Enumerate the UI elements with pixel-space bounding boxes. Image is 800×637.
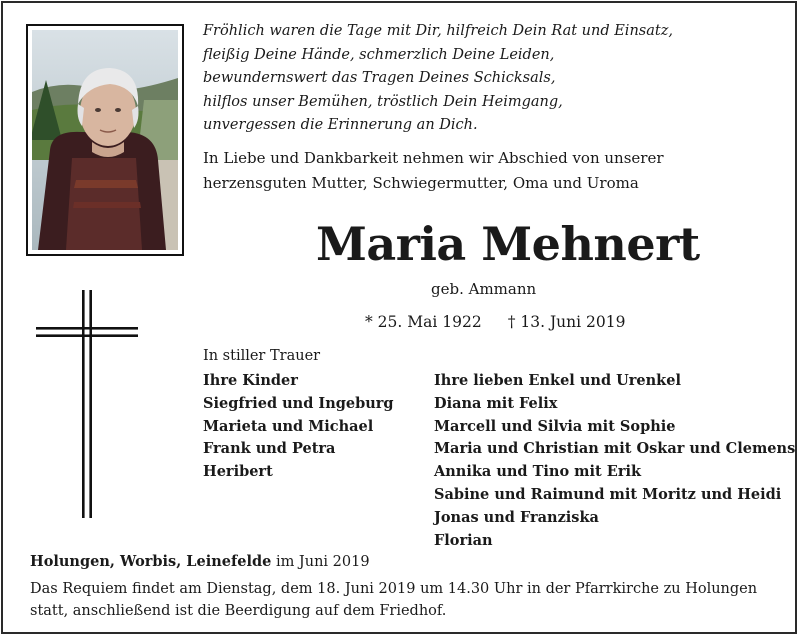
- place-towns: Holungen, Worbis, Leinefelde: [30, 553, 272, 570]
- mourner-line: Heribert: [203, 463, 273, 481]
- cross-icon: [36, 290, 138, 518]
- poem-line: bewundernswert das Tragen Deines Schicksals,: [203, 70, 556, 87]
- life-dates: [365, 313, 625, 331]
- death-date: † 13. Juni 2019: [507, 313, 626, 331]
- mourner-line: Ihre lieben Enkel und Urenkel: [434, 372, 681, 389]
- poem-line: unvergessen die Erinnerung an Dich.: [203, 117, 478, 134]
- mourners-grandchildren: [434, 370, 795, 552]
- requiem-line: Das Requiem findet am Dienstag, dem 18. Juni 2019 um 14.30 Uhr in der Pfarrkirche zu Holungen: [30, 581, 758, 597]
- portrait-photo: [32, 30, 178, 250]
- place-month: im Juni 2019: [275, 554, 370, 570]
- mourner-line: Siegfried und Ingeburg: [203, 394, 394, 412]
- poem-line: fleißig Deine Hände, schmerzlich Deine Leiden,: [203, 46, 555, 63]
- poem: [203, 20, 783, 138]
- mourning-label: In stiller Trauer: [203, 348, 321, 364]
- place-date: [30, 553, 370, 570]
- mourner-line: Sabine und Raimund mit Moritz und Heidi: [434, 485, 782, 503]
- deceased-name: Maria Mehnert: [316, 217, 700, 271]
- mourner-line: Florian: [434, 531, 493, 549]
- birth-date: * 25. Mai 1922: [365, 313, 482, 331]
- intro-text: [203, 146, 783, 196]
- mourner-line: Annika und Tino mit Erik: [434, 463, 642, 481]
- intro-line: herzensguten Mutter, Schwiegermutter, Oma und Uroma: [203, 174, 639, 192]
- mourner-line: Marcell und Silvia mit Sophie: [434, 417, 676, 435]
- mourner-line: Ihre Kinder: [203, 372, 298, 389]
- intro-line: In Liebe und Dankbarkeit nehmen wir Abschied von unserer: [203, 149, 664, 167]
- birth-name: geb. Ammann: [431, 280, 537, 298]
- requiem-info: [30, 578, 757, 622]
- mourner-line: Maria und Christian mit Oskar und Clemens: [434, 440, 796, 458]
- mourner-line: Jonas und Franziska: [434, 508, 599, 526]
- mourner-line: Marieta und Michael: [203, 417, 374, 435]
- mourner-line: Diana mit Felix: [434, 394, 558, 412]
- mourner-line: Frank und Petra: [203, 440, 336, 458]
- mourners-children: [203, 370, 394, 484]
- requiem-line: statt, anschließend ist die Beerdigung auf dem Friedhof.: [30, 603, 447, 619]
- portrait-image: [32, 30, 178, 250]
- poem-line: hilflos unser Bemühen, tröstlich Dein Heimgang,: [203, 93, 563, 110]
- poem-line: Fröhlich waren die Tage mit Dir, hilfreich Dein Rat und Einsatz,: [203, 23, 673, 39]
